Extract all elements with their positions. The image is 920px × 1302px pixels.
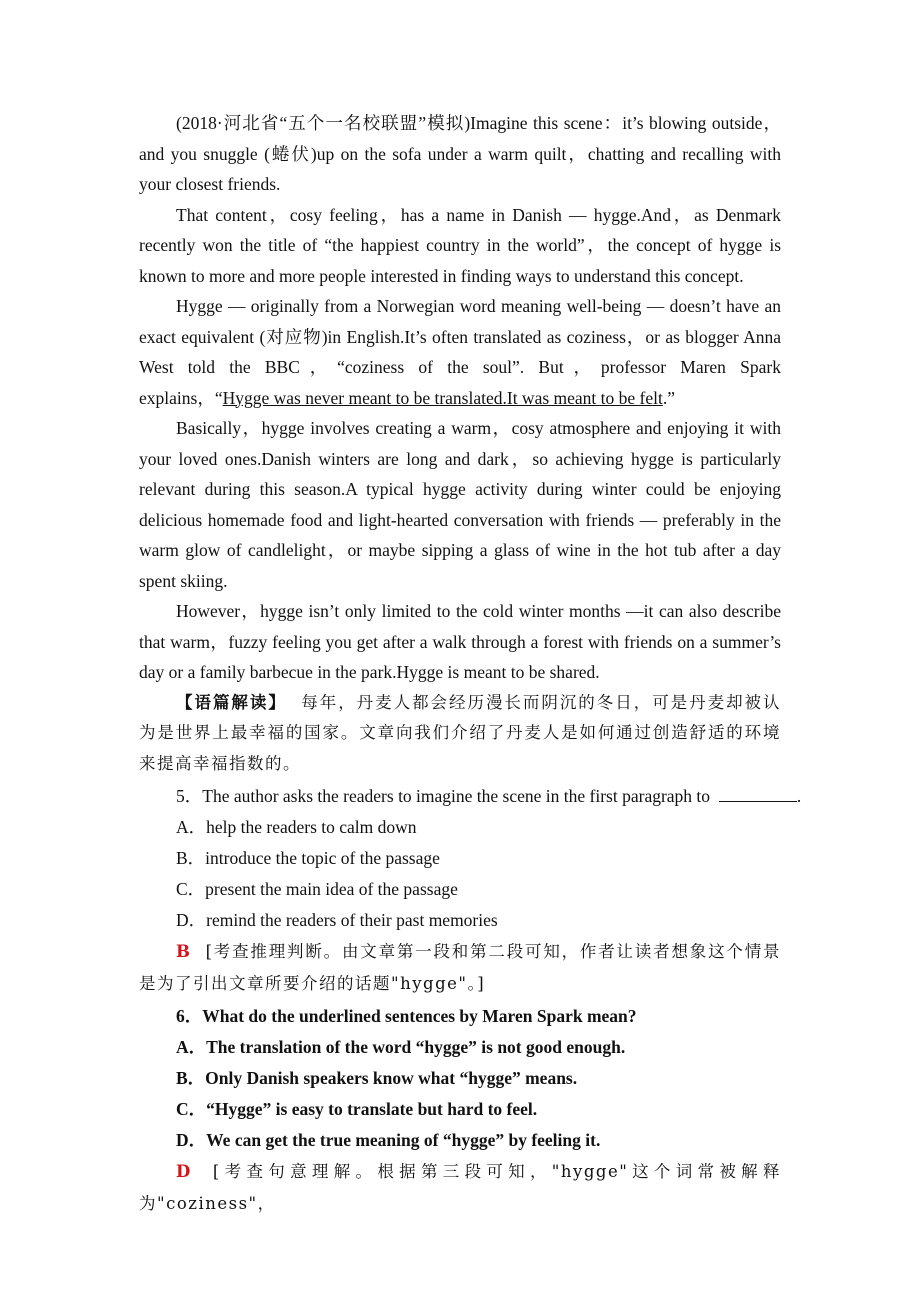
answer-explanation: [考查句意理解。根据第三段可知，"hygge"这个词常被解释为"coziness"， [139,1162,781,1213]
paragraph-text: Hygge — originally from a Norwegian word meaning well-being — doesn’t have an exact equivalent (对应物)in English.It’s often translated as coziness，or as blogger Anna West told the BBC，“coziness of the soul”. But，professor Maren Spark explains，“ [139,296,781,408]
passage-paragraph-3 [139,291,781,413]
interpretation [139,688,781,780]
question-6-option-b: B．Only Danish speakers know what “hygge” means. [176,1068,578,1088]
source-note: (2018·河北省“五个一名校联盟”模拟) [176,113,471,133]
passage-paragraph-4: Basically，hygge involves creating a warm，cosy atmosphere and enjoying it with your loved ones.Danish winters are long and dark，so achieving hygge is particularly relevant during this season.A typical hygge activity during winter could be enjoying delicious homemade food and light-hearted conversation with friends — preferably in the warm glow of candlelight，or maybe sipping a glass of wine in the hot tub after a day spent skiing. [139,418,781,591]
question-6-answer [139,1156,781,1219]
paragraph-text-end: .” [662,387,676,408]
document-content [139,108,802,1219]
question-5-option-b: B．introduce the topic of the passage [176,848,440,868]
interpretation-label: 【语篇解读】 [176,692,287,712]
interpretation-text: 每年，丹麦人都会经历漫长而阴沉的冬日，可是丹麦却被认为是世界上最幸福的国家。文章向我们介绍了丹麦人是如何通过创造舒适的环境来提高幸福指数的。 [139,692,782,773]
question-6-stem: 6．What do the underlined sentences by Maren Spark mean? [176,1006,637,1026]
passage-paragraph-1 [139,108,781,200]
question-6-option-a: A．The translation of the word “hygge” is not good enough. [176,1037,626,1057]
question-5-option-c: C．present the main idea of the passage [176,879,458,899]
answer-explanation: [考查推理判断。由文章第一段和第二段可知，作者让读者想象这个情景是为了引出文章所要介绍的话题"hygge"。] [139,942,781,993]
paragraph-text: Imagine this scene：it’s blowing outside，and you snuggle (蜷伏)up on the sofa under a warm quilt，chatting and recalling with your closest friends. [139,113,781,194]
passage-paragraph-2: That content，cosy feeling，has a name in Danish — hygge.And，as Denmark recently won the title of “the happiest country in the world”，the concept of hygge is known to more and more people interested in finding ways to understand this concept. [139,204,781,286]
question-5-option-a: A．help the readers to calm down [176,817,417,837]
answer-letter: B [176,942,192,961]
question-6-option-c: C．“Hygge” is easy to translate but hard to feel. [176,1099,538,1119]
answer-letter: D [176,1162,192,1181]
underlined-sentences: Hygge was never meant to be translated.It was meant to be felt [222,387,663,408]
passage-paragraph-5: However，hygge isn’t only limited to the cold winter months —it can also describe that warm，fuzzy feeling you get after a walk through a forest with friends on a summer’s day or a family barbecue in the park.Hygge is meant to be shared. [139,601,781,682]
question-5-option-d: D．remind the readers of their past memories [176,910,498,930]
question-5-stem: 5．The author asks the readers to imagine the scene in the first paragraph to . [176,786,802,806]
question-5-answer [139,936,781,999]
question-6-option-d: D．We can get the true meaning of “hygge” by feeling it. [176,1130,601,1150]
answer-blank [719,785,797,802]
